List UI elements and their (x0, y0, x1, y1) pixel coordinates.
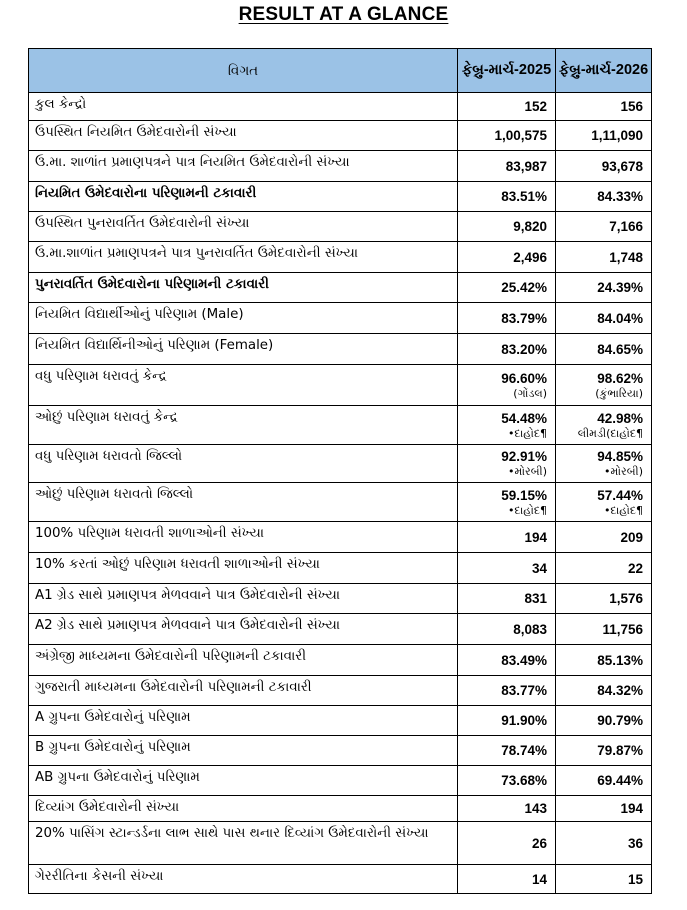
table-row (29, 334, 652, 365)
value-2026: 24.39% (556, 273, 652, 303)
value-note: •દાહોદ¶ (507, 503, 547, 517)
value-note: •દાહોદ¶ (603, 503, 643, 517)
value-main: 57.44% (597, 487, 643, 503)
value-note: લીમડી(દાહોદ¶ (577, 426, 643, 440)
table-row (29, 303, 652, 334)
value-2026: 93,678 (556, 151, 652, 182)
table-row (29, 614, 652, 645)
header-year-2026: ફેબ્રુ-માર્ચ-2026 (556, 49, 652, 93)
value-2026: 1,576 (556, 584, 652, 614)
value-2026: 69.44% (556, 766, 652, 796)
row-label: A1 ગ્રેડ સાથે પ્રમાણપત્ર મેળવવાને પાત્ર ઉમેદવારોની સંખ્યા (29, 584, 458, 614)
table-row (29, 242, 652, 273)
table-row (29, 796, 652, 822)
row-label: A ગ્રુપના ઉમેદવારોનું પરિણામ (29, 706, 458, 736)
table-row (29, 766, 652, 796)
value-2026: 84.33% (556, 182, 652, 212)
value-2025 (458, 445, 556, 483)
value-2026: 22 (556, 553, 652, 584)
table-row (29, 676, 652, 706)
value-2026: 84.04% (556, 303, 652, 334)
value-2025: 152 (458, 93, 556, 121)
value-2025 (458, 406, 556, 445)
table-row (29, 706, 652, 736)
table-row (29, 445, 652, 483)
value-2025: 8,083 (458, 614, 556, 645)
row-label: ઉ.મા. શાળાંત પ્રમાણપત્રને પાત્ર નિયમિત ઉમેદવારોની સંખ્યા (29, 151, 458, 182)
page-title: RESULT AT A GLANCE (238, 4, 449, 25)
row-label: વધુ પરિણામ ધરાવતું કેન્દ્ર (29, 365, 458, 406)
value-2026: 11,756 (556, 614, 652, 645)
table-row (29, 865, 652, 894)
value-2026 (556, 483, 652, 522)
value-2026: 85.13% (556, 645, 652, 676)
value-2026 (556, 406, 652, 445)
row-label: ઓછું પરિણામ ધરાવતું કેન્દ્ર (29, 406, 458, 445)
value-2025: 78.74% (458, 736, 556, 766)
value-2025: 83.77% (458, 676, 556, 706)
value-note: •મોરબી) (604, 465, 643, 478)
value-2025: 2,496 (458, 242, 556, 273)
value-2026 (556, 365, 652, 406)
table-row (29, 182, 652, 212)
value-2025: 9,820 (458, 212, 556, 242)
row-label: નિયમિત વિદ્યાર્થીઓનું પરિણામ (Male) (29, 303, 458, 334)
results-table (28, 48, 652, 894)
table-row (29, 406, 652, 445)
header-year-2025: ફેબ્રુ-માર્ચ-2025 (458, 49, 556, 93)
value-main: 59.15% (501, 487, 547, 503)
value-2025: 25.42% (458, 273, 556, 303)
row-label: દિવ્યાંગ ઉમેદવારોની સંખ્યા (29, 796, 458, 822)
table-row (29, 93, 652, 121)
table-row (29, 553, 652, 584)
value-2026: 15 (556, 865, 652, 894)
value-2026: 156 (556, 93, 652, 121)
row-label: B ગ્રુપના ઉમેદવારોનું પરિણામ (29, 736, 458, 766)
value-2026: 84.32% (556, 676, 652, 706)
value-2025: 91.90% (458, 706, 556, 736)
value-2026: 209 (556, 522, 652, 553)
table-row (29, 522, 652, 553)
value-2025: 194 (458, 522, 556, 553)
header-details: વિગત (29, 49, 458, 93)
value-2026 (556, 445, 652, 483)
value-2025: 143 (458, 796, 556, 822)
table-row (29, 822, 652, 865)
value-2025: 83,987 (458, 151, 556, 182)
value-2026: 84.65% (556, 334, 652, 365)
row-label: 100% પરિણામ ધરાવતી શાળાઓની સંખ્યા (29, 522, 458, 553)
value-note: (કુંભારિયા) (595, 386, 643, 400)
row-label: પુનરાવર્તિત ઉમેદવારોના પરિણામની ટકાવારી (29, 273, 458, 303)
row-label: નિયમિત વિદ્યાર્થિનીઓનું પરિણામ (Female) (29, 334, 458, 365)
row-label: ઉપસ્થિત નિયમિત ઉમેદવારોની સંખ્યા (29, 121, 458, 151)
value-2025: 34 (458, 553, 556, 584)
table-row (29, 121, 652, 151)
table-row (29, 273, 652, 303)
value-2025: 1,00,575 (458, 121, 556, 151)
value-2025: 83.49% (458, 645, 556, 676)
value-2025: 83.20% (458, 334, 556, 365)
value-main: 42.98% (597, 410, 643, 426)
value-2026: 194 (556, 796, 652, 822)
value-2025: 14 (458, 865, 556, 894)
table-row (29, 584, 652, 614)
row-label: વધુ પરિણામ ધરાવતો જિલ્લો (29, 445, 458, 483)
value-main: 92.91% (501, 449, 547, 464)
table-row (29, 365, 652, 406)
row-label: 10% કરતાં ઓછું પરિણામ ધરાવતી શાળાઓની સંખ્યા (29, 553, 458, 584)
table-header-row (29, 49, 652, 93)
value-2026: 7,166 (556, 212, 652, 242)
value-main: 96.60% (501, 370, 547, 386)
value-2026: 36 (556, 822, 652, 865)
value-2025: 831 (458, 584, 556, 614)
value-2026: 1,748 (556, 242, 652, 273)
value-2025 (458, 365, 556, 406)
table-row (29, 151, 652, 182)
row-label: A2 ગ્રેડ સાથે પ્રમાણપત્ર મેળવવાને પાત્ર ઉમેદવારોની સંખ્યા (29, 614, 458, 645)
table-row (29, 483, 652, 522)
value-2025: 26 (458, 822, 556, 865)
row-label: ઓછું પરિણામ ધરાવતો જિલ્લો (29, 483, 458, 522)
row-label: 20% પાસિંગ સ્ટાન્ડર્ડના લાભ સાથે પાસ થનાર દિવ્યાંગ ઉમેદવારોની સંખ્યા (29, 822, 458, 865)
value-2025: 83.51% (458, 182, 556, 212)
value-main: 94.85% (597, 449, 643, 464)
value-2025: 83.79% (458, 303, 556, 334)
row-label: નિયમિત ઉમેદવારોના પરિણામની ટકાવારી (29, 182, 458, 212)
table-row (29, 645, 652, 676)
row-label: ઉ.મા.શાળાંત પ્રમાણપત્રને પાત્ર પુનરાવર્તિત ઉમેદવારોની સંખ્યા (29, 242, 458, 273)
value-main: 98.62% (597, 370, 643, 386)
row-label: AB ગ્રુપના ઉમેદવારોનું પરિણામ (29, 766, 458, 796)
value-2026: 79.87% (556, 736, 652, 766)
value-note: •મોરબી) (508, 465, 547, 478)
value-note: (ગોંડલ) (513, 386, 547, 400)
value-2025: 73.68% (458, 766, 556, 796)
row-label: અંગ્રેજી માધ્યમના ઉમેદવારોની પરિણામની ટકાવારી (29, 645, 458, 676)
value-main: 54.48% (501, 410, 547, 426)
row-label: ઉપસ્થિત પુનરાવર્તિત ઉમેદવારોની સંખ્યા (29, 212, 458, 242)
value-2026: 90.79% (556, 706, 652, 736)
row-label: કુલ કેન્દ્રો (29, 93, 458, 121)
value-2026: 1,11,090 (556, 121, 652, 151)
row-label: ગુજરાતી માધ્યમના ઉમેદવારોની પરિણામની ટકાવારી (29, 676, 458, 706)
value-note: •દાહોદ¶ (507, 426, 547, 440)
table-row (29, 212, 652, 242)
table-row (29, 736, 652, 766)
value-2025 (458, 483, 556, 522)
row-label: ગેરરીતિના કેસની સંખ્યા (29, 865, 458, 894)
